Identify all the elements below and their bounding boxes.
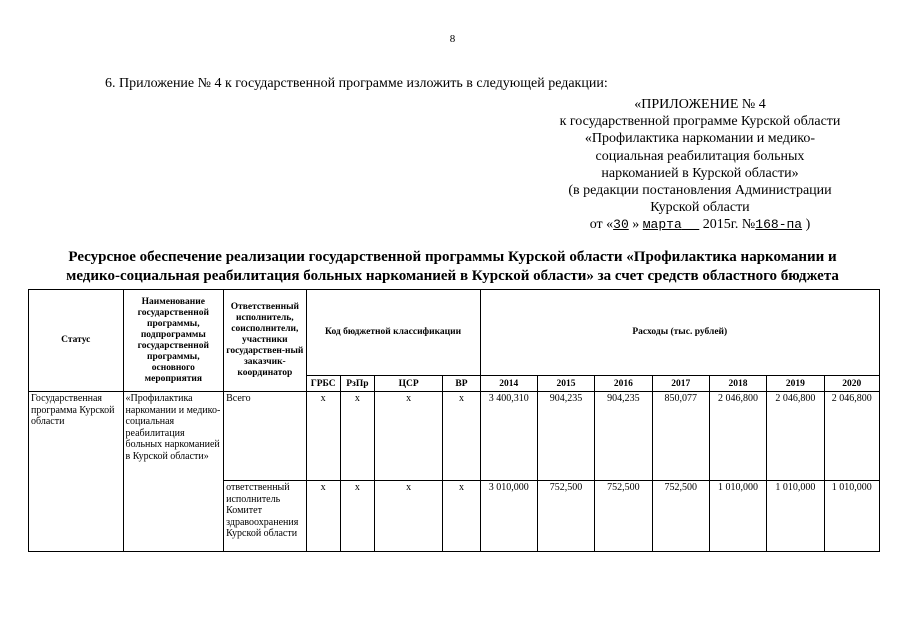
value-cell: 2 046,800 xyxy=(767,392,824,481)
date-year: 2015г. № xyxy=(702,217,756,233)
header-name: Наименование государственной программы, подпрограммы государственной программы, основного мероприятия xyxy=(123,290,224,392)
page-number: 8 xyxy=(449,33,456,45)
value-cell: 752,500 xyxy=(537,481,594,552)
grbs-cell: х xyxy=(306,481,340,552)
header-budget-code: Код бюджетной классификации xyxy=(306,290,480,376)
appendix-line: «Профилактика наркомании и медико- xyxy=(584,131,816,147)
appendix-line: социальная реабилитация больных xyxy=(595,148,805,164)
header-grbs: ГРБС xyxy=(306,376,340,392)
header-year: 2016 xyxy=(595,376,652,392)
date-month: марта xyxy=(642,217,682,233)
value-cell: 3 010,000 xyxy=(480,481,537,552)
header-year: 2020 xyxy=(824,376,879,392)
appendix-line: (в редакции постановления Администрации xyxy=(568,183,832,199)
vr-cell: х xyxy=(443,481,480,552)
decree-number: 168-па xyxy=(755,217,803,233)
value-cell: 850,077 xyxy=(652,392,709,481)
appendix-date-line xyxy=(500,216,900,233)
csr-cell: х xyxy=(374,392,442,481)
header-status: Статус xyxy=(29,290,124,392)
date-day: 30 xyxy=(613,217,629,233)
header-year: 2014 xyxy=(480,376,537,392)
header-rzpr: РзПр xyxy=(340,376,374,392)
value-cell: 2 046,800 xyxy=(709,392,766,481)
intro-paragraph: 6. Приложение № 4 к государственной программе изложить в следующей редакции: xyxy=(105,76,608,91)
executor-cell: ответственный исполнитель Комитет здравоохранения Курской области xyxy=(224,481,306,552)
rzpr-cell: х xyxy=(340,392,374,481)
table-header-row xyxy=(29,290,880,376)
header-csr: ЦСР xyxy=(374,376,442,392)
csr-cell: х xyxy=(374,481,442,552)
heading-line: Ресурсное обеспечение реализации государственной программы Курской области «Профилактика наркомании и xyxy=(68,249,837,265)
resources-table xyxy=(28,289,880,552)
date-prefix: от « xyxy=(589,217,614,233)
table-row xyxy=(29,392,880,481)
header-expenses: Расходы (тыс. рублей) xyxy=(480,290,879,376)
status-cell: Государственная программа Курской области xyxy=(29,392,124,552)
appendix-line: наркоманией в Курской области» xyxy=(601,165,799,181)
date-mid: » xyxy=(632,217,640,233)
value-cell: 752,500 xyxy=(595,481,652,552)
vr-cell: х xyxy=(443,392,480,481)
value-cell: 904,235 xyxy=(595,392,652,481)
value-cell: 904,235 xyxy=(537,392,594,481)
header-vr: ВР xyxy=(443,376,480,392)
appendix-line: Курской области xyxy=(650,200,750,216)
value-cell: 1 010,000 xyxy=(767,481,824,552)
rzpr-cell: х xyxy=(340,481,374,552)
appendix-title: «ПРИЛОЖЕНИЕ № 4 xyxy=(634,97,766,112)
header-year: 2015 xyxy=(537,376,594,392)
value-cell: 752,500 xyxy=(652,481,709,552)
value-cell: 1 010,000 xyxy=(824,481,879,552)
program-name-cell: «Профилактика наркомании и медико-социальная реабилитация больных наркоманией в Курской области» xyxy=(123,392,224,552)
section-heading xyxy=(0,248,905,286)
header-year: 2019 xyxy=(767,376,824,392)
appendix-header xyxy=(500,96,900,234)
value-cell: 3 400,310 xyxy=(480,392,537,481)
header-executor: Ответственный исполнитель, соисполнители, участники государствен-ный заказчик-координатор xyxy=(224,290,306,392)
value-cell: 1 010,000 xyxy=(709,481,766,552)
value-cell: 2 046,800 xyxy=(824,392,879,481)
executor-cell: Всего xyxy=(224,392,306,481)
appendix-line: к государственной программе Курской области xyxy=(559,114,841,130)
header-year: 2017 xyxy=(652,376,709,392)
grbs-cell: х xyxy=(306,392,340,481)
heading-line: медико-социальная реабилитация больных наркоманией в Курской области» за счет средств областного бюджета xyxy=(66,268,839,284)
date-close: ) xyxy=(805,217,811,233)
header-year: 2018 xyxy=(709,376,766,392)
